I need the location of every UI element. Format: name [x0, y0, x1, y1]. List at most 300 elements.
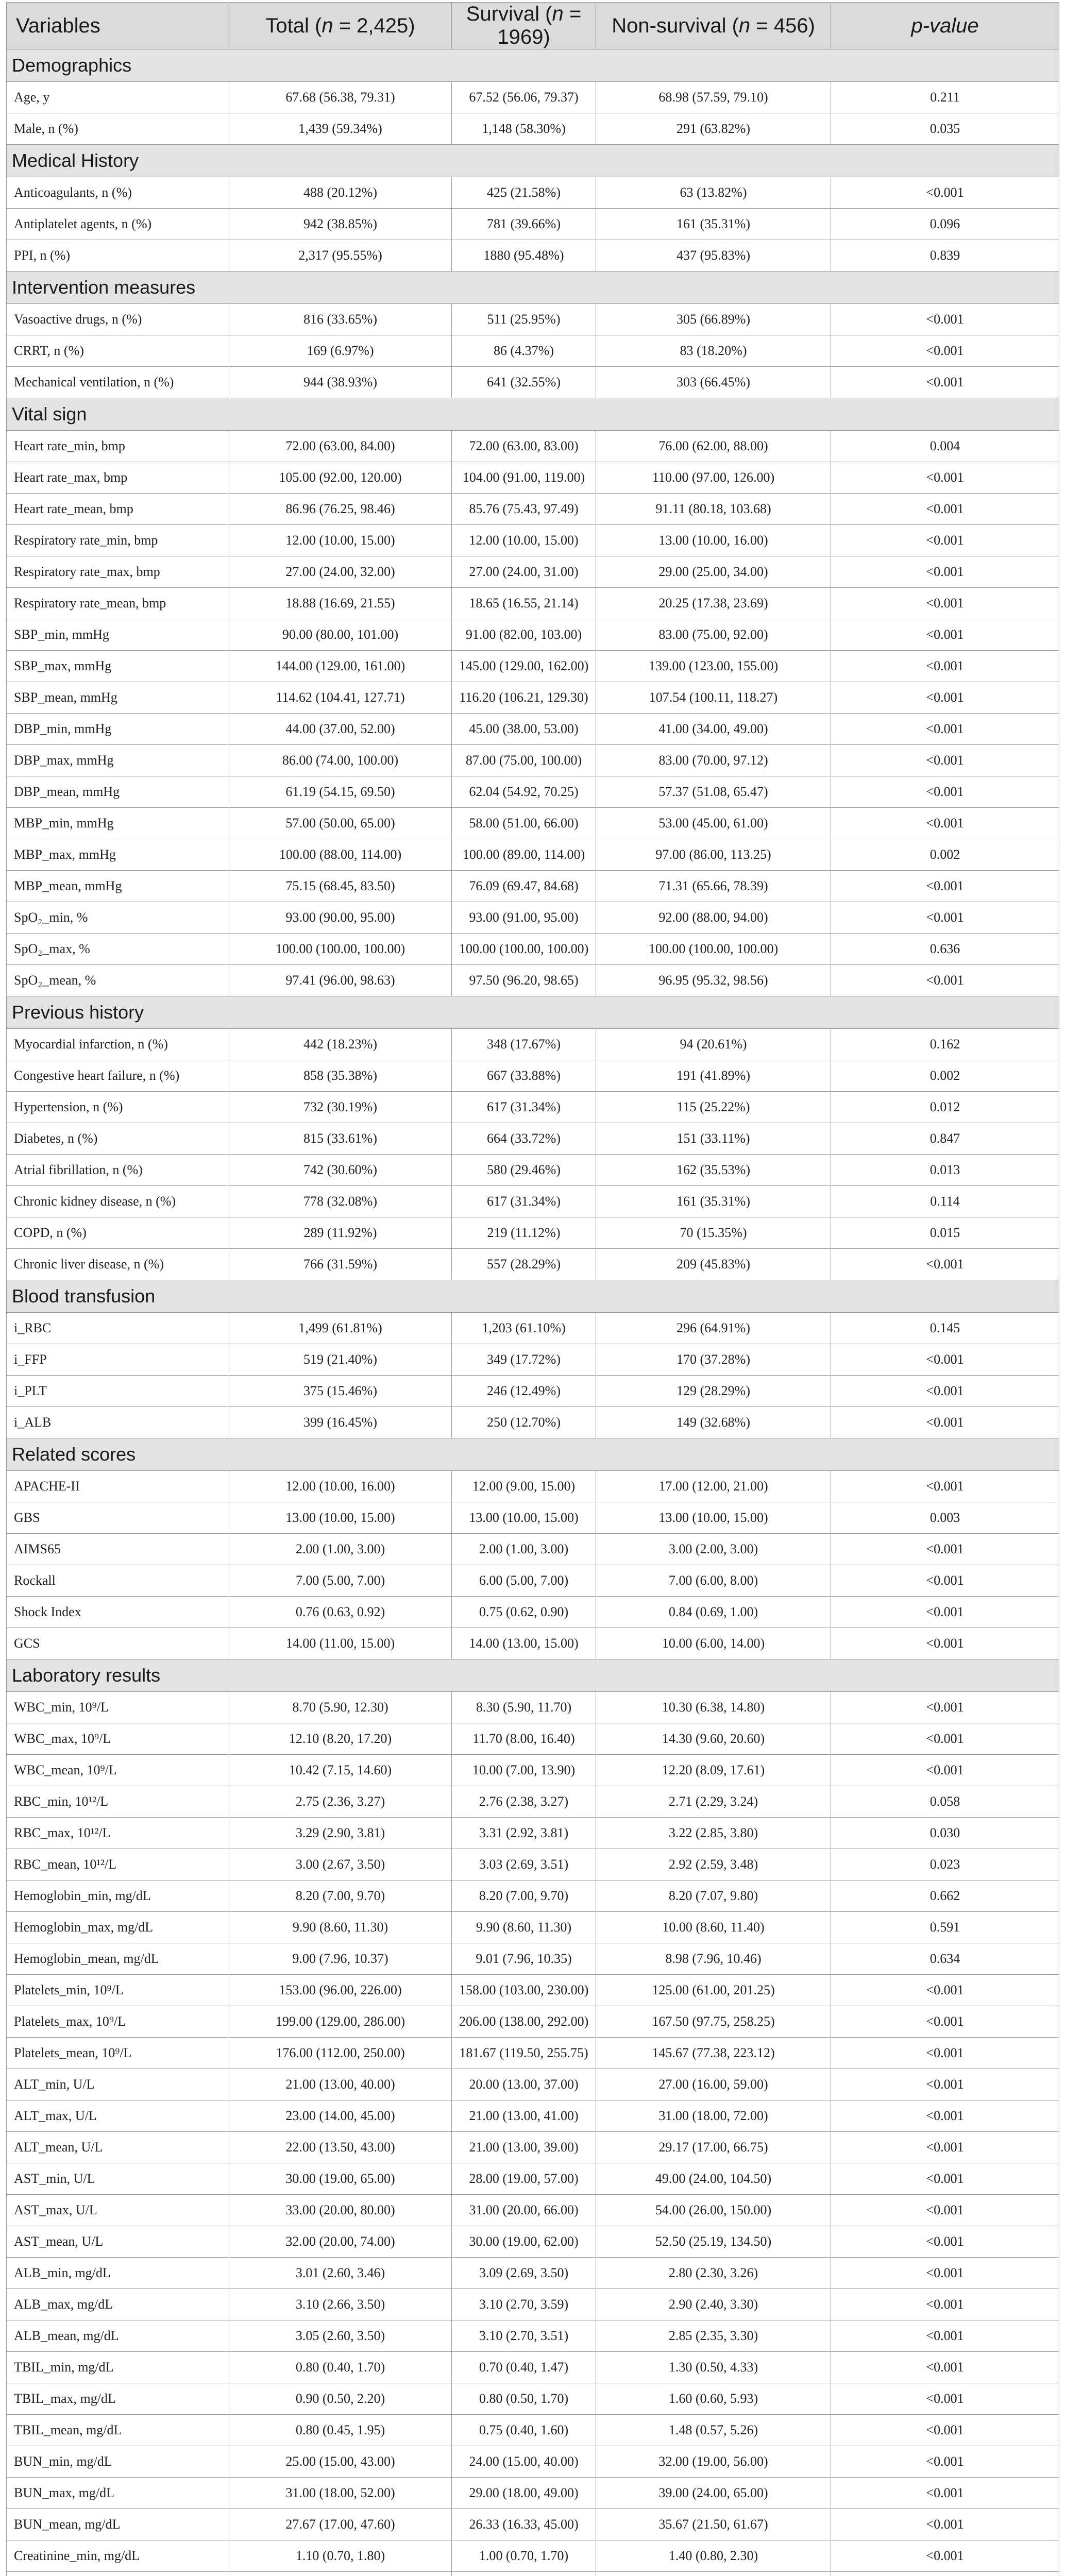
cell-variable: Chronic kidney disease, n (%)	[7, 1186, 229, 1217]
cell-total: 2.00 (1.00, 3.00)	[229, 1534, 452, 1565]
cell-total: 33.00 (20.00, 80.00)	[229, 2195, 452, 2226]
cell-variable: ALB_max, mg/dL	[7, 2289, 229, 2320]
cell-p-value: 0.023	[831, 1849, 1059, 1880]
header-total-suffix: = 2,425)	[333, 14, 415, 37]
cell-p-value: <0.001	[831, 1534, 1059, 1565]
cell-survival: 2.00 (1.00, 3.00)	[452, 1534, 596, 1565]
cell-survival: 93.00 (91.00, 95.00)	[452, 902, 596, 934]
cell-p-value: <0.001	[831, 2132, 1059, 2163]
cell-non-survival: 3.22 (2.85, 3.80)	[596, 1818, 831, 1849]
cell-survival: 18.65 (16.55, 21.14)	[452, 588, 596, 619]
cell-non-survival: 13.00 (10.00, 16.00)	[596, 525, 831, 556]
cell-p-value: <0.001	[831, 2383, 1059, 2415]
cell-variable: Male, n (%)	[7, 113, 229, 145]
cell-non-survival: 10.30 (6.38, 14.80)	[596, 1692, 831, 1723]
cell-total: 100.00 (88.00, 114.00)	[229, 839, 452, 871]
cell-total: 86.96 (76.25, 98.46)	[229, 494, 452, 525]
cell-variable: Heart rate_max, bmp	[7, 462, 229, 494]
cell-survival: 12.00 (10.00, 15.00)	[452, 525, 596, 556]
cell-survival: 1.00 (0.70, 1.70)	[452, 2540, 596, 2572]
cell-p-value: 0.002	[831, 1060, 1059, 1092]
cell-total: 488 (20.12%)	[229, 177, 452, 209]
cell-non-survival: 63 (13.82%)	[596, 177, 831, 209]
cell-total: 61.19 (54.15, 69.50)	[229, 776, 452, 808]
header-variables: Variables	[7, 3, 229, 49]
table-row	[7, 335, 1059, 367]
cell-total: 86.00 (74.00, 100.00)	[229, 745, 452, 776]
section-title: Demographics	[7, 49, 1059, 82]
cell-p-value: <0.001	[831, 525, 1059, 556]
table-row	[7, 431, 1059, 462]
cell-non-survival: 83 (18.20%)	[596, 335, 831, 367]
cell-variable: Respiratory rate_max, bmp	[7, 556, 229, 588]
cell-non-survival: 151 (33.11%)	[596, 1123, 831, 1155]
cell-non-survival: 209 (45.83%)	[596, 1249, 831, 1280]
cell-survival: 11.70 (8.00, 16.40)	[452, 1723, 596, 1755]
cell-p-value: <0.001	[831, 2509, 1059, 2540]
cell-survival: 580 (29.46%)	[452, 1155, 596, 1186]
cell-p-value: <0.001	[831, 902, 1059, 934]
cell-survival: 181.67 (119.50, 255.75)	[452, 2038, 596, 2069]
cell-p-value: <0.001	[831, 2006, 1059, 2038]
table-row	[7, 2572, 1059, 2576]
cell-non-survival: 145.67 (77.38, 223.12)	[596, 2038, 831, 2069]
cell-p-value: 0.634	[831, 1943, 1059, 1975]
cell-variable: CRRT, n (%)	[7, 335, 229, 367]
table-row	[7, 1597, 1059, 1628]
cell-variable: Vasoactive drugs, n (%)	[7, 304, 229, 335]
table-row	[7, 1755, 1059, 1786]
cell-survival: 20.00 (13.00, 37.00)	[452, 2069, 596, 2100]
cell-variable: Anticoagulants, n (%)	[7, 177, 229, 209]
cell-variable: WBC_mean, 10⁹/L	[7, 1755, 229, 1786]
cell-total: 12.00 (10.00, 16.00)	[229, 1471, 452, 1502]
cell-p-value: <0.001	[831, 462, 1059, 494]
cell-non-survival: 100.00 (100.00, 100.00)	[596, 934, 831, 965]
table-row	[7, 1376, 1059, 1407]
cell-non-survival: 91.11 (80.18, 103.68)	[596, 494, 831, 525]
cell-non-survival: 149 (32.68%)	[596, 1407, 831, 1438]
cell-p-value: 0.030	[831, 1818, 1059, 1849]
cell-variable: COPD, n (%)	[7, 1217, 229, 1249]
cell-variable: RBC_min, 10¹²/L	[7, 1786, 229, 1818]
cell-p-value: 0.035	[831, 113, 1059, 145]
section-header-row	[7, 1659, 1059, 1692]
cell-variable: Platelets_max, 10⁹/L	[7, 2006, 229, 2038]
table-row	[7, 1975, 1059, 2006]
cell-survival: 26.33 (16.33, 45.00)	[452, 2509, 596, 2540]
table-row	[7, 745, 1059, 776]
cell-survival: 0.70 (0.40, 1.47)	[452, 2352, 596, 2383]
cell-non-survival: 296 (64.91%)	[596, 1313, 831, 1344]
cell-p-value: <0.001	[831, 714, 1059, 745]
table-row	[7, 1534, 1059, 1565]
cell-variable: GCS	[7, 1628, 229, 1659]
cell-variable: AST_mean, U/L	[7, 2226, 229, 2258]
cell-variable: Antiplatelet agents, n (%)	[7, 209, 229, 240]
cell-total: 816 (33.65%)	[229, 304, 452, 335]
cell-variable: GBS	[7, 1502, 229, 1534]
table-row	[7, 965, 1059, 996]
cell-total: 1,439 (59.34%)	[229, 113, 452, 145]
cell-variable: AST_max, U/L	[7, 2195, 229, 2226]
cell-non-survival: 52.50 (25.19, 134.50)	[596, 2226, 831, 2258]
table-row	[7, 902, 1059, 934]
cell-survival: 85.76 (75.43, 97.49)	[452, 494, 596, 525]
cell-p-value: <0.001	[831, 2540, 1059, 2572]
cell-total: 13.00 (10.00, 15.00)	[229, 1502, 452, 1534]
cell-total: 778 (32.08%)	[229, 1186, 452, 1217]
cell-non-survival: 305 (66.89%)	[596, 304, 831, 335]
cell-p-value: <0.001	[831, 619, 1059, 651]
cell-survival: 8.30 (5.90, 11.70)	[452, 1692, 596, 1723]
cell-non-survival: 167.50 (97.75, 258.25)	[596, 2006, 831, 2038]
table-row	[7, 1943, 1059, 1975]
cell-p-value: <0.001	[831, 1975, 1059, 2006]
cell-total: 27.67 (17.00, 47.60)	[229, 2509, 452, 2540]
cell-survival: 87.00 (75.00, 100.00)	[452, 745, 596, 776]
cell-non-survival: 161 (35.31%)	[596, 1186, 831, 1217]
cell-survival: 246 (12.49%)	[452, 1376, 596, 1407]
cell-variable: WBC_max, 10⁹/L	[7, 1723, 229, 1755]
cell-variable: SBP_mean, mmHg	[7, 682, 229, 714]
cell-variable: ALB_mean, mg/dL	[7, 2320, 229, 2352]
cell-total: 25.00 (15.00, 43.00)	[229, 2446, 452, 2478]
cell-survival: 3.03 (2.69, 3.51)	[452, 1849, 596, 1880]
cell-survival: 511 (25.95%)	[452, 304, 596, 335]
table-row	[7, 871, 1059, 902]
cell-p-value: <0.001	[831, 2195, 1059, 2226]
table-row	[7, 2038, 1059, 2069]
cell-variable: SpO₂_mean, %	[7, 965, 229, 996]
cell-p-value: <0.001	[831, 177, 1059, 209]
cell-variable	[7, 2572, 229, 2576]
cell-non-survival: 1.40 (0.80, 2.30)	[596, 2540, 831, 2572]
table-row	[7, 2132, 1059, 2163]
cell-survival: 24.00 (15.00, 40.00)	[452, 2446, 596, 2478]
cell-survival: 3.09 (2.69, 3.50)	[452, 2258, 596, 2289]
table-row	[7, 619, 1059, 651]
cell-variable: Hypertension, n (%)	[7, 1092, 229, 1123]
cell-survival: 206.00 (138.00, 292.00)	[452, 2006, 596, 2038]
cell-non-survival: 2.80 (2.30, 3.26)	[596, 2258, 831, 2289]
cell-p-value: <0.001	[831, 1755, 1059, 1786]
cell-variable: Chronic liver disease, n (%)	[7, 1249, 229, 1280]
cell-survival: 86 (4.37%)	[452, 335, 596, 367]
cell-survival: 250 (12.70%)	[452, 1407, 596, 1438]
cell-non-survival: 437 (95.83%)	[596, 240, 831, 272]
table-row	[7, 1628, 1059, 1659]
cell-survival: 8.20 (7.00, 9.70)	[452, 1880, 596, 1912]
table-header-row	[7, 3, 1059, 49]
cell-non-survival	[596, 2572, 831, 2576]
section-title: Related scores	[7, 1438, 1059, 1471]
cell-total: 153.00 (96.00, 226.00)	[229, 1975, 452, 2006]
cell-non-survival: 107.54 (100.11, 118.27)	[596, 682, 831, 714]
cell-total: 9.00 (7.96, 10.37)	[229, 1943, 452, 1975]
table-row	[7, 1092, 1059, 1123]
cell-p-value: <0.001	[831, 2478, 1059, 2509]
cell-survival: 145.00 (129.00, 162.00)	[452, 651, 596, 682]
cell-total: 0.90 (0.50, 2.20)	[229, 2383, 452, 2415]
cell-total: 31.00 (18.00, 52.00)	[229, 2478, 452, 2509]
section-title: Previous history	[7, 996, 1059, 1029]
cell-non-survival: 0.84 (0.69, 1.00)	[596, 1597, 831, 1628]
cell-p-value: 0.839	[831, 240, 1059, 272]
cell-p-value: <0.001	[831, 1344, 1059, 1376]
cell-total: 105.00 (92.00, 120.00)	[229, 462, 452, 494]
cell-p-value: 0.636	[831, 934, 1059, 965]
cell-p-value: <0.001	[831, 2038, 1059, 2069]
cell-p-value: <0.001	[831, 367, 1059, 398]
section-title: Medical History	[7, 145, 1059, 177]
cell-variable: ALT_mean, U/L	[7, 2132, 229, 2163]
cell-non-survival: 2.85 (2.35, 3.30)	[596, 2320, 831, 2352]
cell-total: 399 (16.45%)	[229, 1407, 452, 1438]
table-body	[7, 49, 1059, 2576]
cell-total: 732 (30.19%)	[229, 1092, 452, 1123]
cell-variable: MBP_min, mmHg	[7, 808, 229, 839]
cell-variable: Mechanical ventilation, n (%)	[7, 367, 229, 398]
cell-p-value: <0.001	[831, 2415, 1059, 2446]
cell-total: 0.80 (0.45, 1.95)	[229, 2415, 452, 2446]
cell-variable: Age, y	[7, 82, 229, 113]
cell-survival: 2.76 (2.38, 3.27)	[452, 1786, 596, 1818]
cell-survival: 14.00 (13.00, 15.00)	[452, 1628, 596, 1659]
cell-survival: 0.75 (0.62, 0.90)	[452, 1597, 596, 1628]
cell-variable: ALT_max, U/L	[7, 2100, 229, 2132]
cell-total: 3.01 (2.60, 3.46)	[229, 2258, 452, 2289]
cell-variable: TBIL_max, mg/dL	[7, 2383, 229, 2415]
table-row	[7, 1123, 1059, 1155]
table-row	[7, 462, 1059, 494]
cell-non-survival: 7.00 (6.00, 8.00)	[596, 1565, 831, 1597]
cell-variable: Hemoglobin_min, mg/dL	[7, 1880, 229, 1912]
cell-p-value: <0.001	[831, 2446, 1059, 2478]
cell-survival: 67.52 (56.06, 79.37)	[452, 82, 596, 113]
cell-non-survival: 10.00 (6.00, 14.00)	[596, 1628, 831, 1659]
table-row	[7, 82, 1059, 113]
cell-total: 100.00 (100.00, 100.00)	[229, 934, 452, 965]
cell-survival: 425 (21.58%)	[452, 177, 596, 209]
cell-survival: 45.00 (38.00, 53.00)	[452, 714, 596, 745]
cell-non-survival: 57.37 (51.08, 65.47)	[596, 776, 831, 808]
cell-survival: 29.00 (18.00, 49.00)	[452, 2478, 596, 2509]
cell-variable: Congestive heart failure, n (%)	[7, 1060, 229, 1092]
table-row	[7, 209, 1059, 240]
cell-variable: i_ALB	[7, 1407, 229, 1438]
cell-total: 1,499 (61.81%)	[229, 1313, 452, 1344]
cell-p-value: <0.001	[831, 2069, 1059, 2100]
table-row	[7, 1880, 1059, 1912]
table-row	[7, 776, 1059, 808]
cell-survival: 31.00 (20.00, 66.00)	[452, 2195, 596, 2226]
cell-total: 75.15 (68.45, 83.50)	[229, 871, 452, 902]
header-p-value: p-value	[831, 3, 1059, 49]
cell-total: 3.00 (2.67, 3.50)	[229, 1849, 452, 1880]
table-row	[7, 2383, 1059, 2415]
cell-variable: Rockall	[7, 1565, 229, 1597]
cell-non-survival: 20.25 (17.38, 23.69)	[596, 588, 831, 619]
cell-p-value: 0.211	[831, 82, 1059, 113]
cell-p-value: 0.058	[831, 1786, 1059, 1818]
cell-p-value: <0.001	[831, 871, 1059, 902]
cell-total: 18.88 (16.69, 21.55)	[229, 588, 452, 619]
table-row	[7, 2163, 1059, 2195]
cell-total: 2.75 (2.36, 3.27)	[229, 1786, 452, 1818]
cell-non-survival: 68.98 (57.59, 79.10)	[596, 82, 831, 113]
table-row	[7, 240, 1059, 272]
cell-total: 72.00 (63.00, 84.00)	[229, 431, 452, 462]
cell-variable: Myocardial infarction, n (%)	[7, 1029, 229, 1060]
cell-variable: Platelets_mean, 10⁹/L	[7, 2038, 229, 2069]
cell-survival: 158.00 (103.00, 230.00)	[452, 1975, 596, 2006]
cell-total: 858 (35.38%)	[229, 1060, 452, 1092]
header-survival-n: n	[552, 3, 564, 25]
table-row	[7, 1723, 1059, 1755]
cell-variable: i_RBC	[7, 1313, 229, 1344]
cell-total: 169 (6.97%)	[229, 335, 452, 367]
cell-non-survival: 27.00 (16.00, 59.00)	[596, 2069, 831, 2100]
cell-survival: 3.10 (2.70, 3.59)	[452, 2289, 596, 2320]
section-title: Blood transfusion	[7, 1280, 1059, 1313]
cell-non-survival: 125.00 (61.00, 201.25)	[596, 1975, 831, 2006]
table-row	[7, 1407, 1059, 1438]
header-total-n: n	[322, 14, 333, 37]
cell-non-survival: 29.00 (25.00, 34.00)	[596, 556, 831, 588]
table-row	[7, 2352, 1059, 2383]
cell-variable: SBP_max, mmHg	[7, 651, 229, 682]
cell-survival: 97.50 (96.20, 98.65)	[452, 965, 596, 996]
cell-total: 23.00 (14.00, 45.00)	[229, 2100, 452, 2132]
table-row	[7, 1502, 1059, 1534]
cell-total: 0.80 (0.40, 1.70)	[229, 2352, 452, 2383]
cell-variable: RBC_mean, 10¹²/L	[7, 1849, 229, 1880]
cell-variable: Atrial fibrillation, n (%)	[7, 1155, 229, 1186]
header-non-survival	[596, 3, 831, 49]
section-title: Laboratory results	[7, 1659, 1059, 1692]
header-nonsurvival-n: n	[738, 14, 751, 37]
cell-variable: i_PLT	[7, 1376, 229, 1407]
table-row	[7, 1471, 1059, 1502]
cell-non-survival: 83.00 (75.00, 92.00)	[596, 619, 831, 651]
cell-total: 0.76 (0.63, 0.92)	[229, 1597, 452, 1628]
cell-non-survival: 54.00 (26.00, 150.00)	[596, 2195, 831, 2226]
cell-p-value: <0.001	[831, 2226, 1059, 2258]
cell-survival: 21.00 (13.00, 39.00)	[452, 2132, 596, 2163]
cell-total: 3.29 (2.90, 3.81)	[229, 1818, 452, 1849]
cell-variable: AIMS65	[7, 1534, 229, 1565]
cell-survival: 219 (11.12%)	[452, 1217, 596, 1249]
cell-total: 44.00 (37.00, 52.00)	[229, 714, 452, 745]
table-row	[7, 2446, 1059, 2478]
cell-non-survival: 8.20 (7.07, 9.80)	[596, 1880, 831, 1912]
table-row	[7, 1692, 1059, 1723]
table-row	[7, 2509, 1059, 2540]
table-row	[7, 682, 1059, 714]
cell-p-value: 0.145	[831, 1313, 1059, 1344]
cell-total: 766 (31.59%)	[229, 1249, 452, 1280]
table-row	[7, 1186, 1059, 1217]
cell-variable: Platelets_min, 10⁹/L	[7, 1975, 229, 2006]
cell-survival: 30.00 (19.00, 62.00)	[452, 2226, 596, 2258]
cell-non-survival: 70 (15.35%)	[596, 1217, 831, 1249]
cell-non-survival: 1.60 (0.60, 5.93)	[596, 2383, 831, 2415]
cell-survival: 9.90 (8.60, 11.30)	[452, 1912, 596, 1943]
table-row	[7, 2195, 1059, 2226]
cell-total: 8.20 (7.00, 9.70)	[229, 1880, 452, 1912]
cell-variable: Respiratory rate_mean, bmp	[7, 588, 229, 619]
cell-non-survival: 139.00 (123.00, 155.00)	[596, 651, 831, 682]
cell-p-value: <0.001	[831, 1597, 1059, 1628]
cell-survival: 58.00 (51.00, 66.00)	[452, 808, 596, 839]
cell-variable: Hemoglobin_max, mg/dL	[7, 1912, 229, 1943]
section-header-row	[7, 996, 1059, 1029]
cell-total: 90.00 (80.00, 101.00)	[229, 619, 452, 651]
cell-variable: ALB_min, mg/dL	[7, 2258, 229, 2289]
cell-variable: i_FFP	[7, 1344, 229, 1376]
header-total-prefix: Total (	[265, 14, 322, 37]
cell-survival: 0.75 (0.40, 1.60)	[452, 2415, 596, 2446]
cell-p-value: <0.001	[831, 335, 1059, 367]
cell-non-survival: 92.00 (88.00, 94.00)	[596, 902, 831, 934]
table-row	[7, 934, 1059, 965]
table-row	[7, 808, 1059, 839]
table-row	[7, 113, 1059, 145]
cell-total: 30.00 (19.00, 65.00)	[229, 2163, 452, 2195]
cell-non-survival: 96.95 (95.32, 98.56)	[596, 965, 831, 996]
table-row	[7, 2540, 1059, 2572]
cell-variable: Heart rate_min, bmp	[7, 431, 229, 462]
cell-non-survival: 1.48 (0.57, 5.26)	[596, 2415, 831, 2446]
section-header-row	[7, 398, 1059, 431]
cell-non-survival: 97.00 (86.00, 113.25)	[596, 839, 831, 871]
table-row	[7, 1249, 1059, 1280]
cell-p-value: <0.001	[831, 1376, 1059, 1407]
cell-p-value: 0.114	[831, 1186, 1059, 1217]
cell-survival: 76.09 (69.47, 84.68)	[452, 871, 596, 902]
cell-p-value	[831, 2572, 1059, 2576]
cell-non-survival: 303 (66.45%)	[596, 367, 831, 398]
cell-survival	[452, 2572, 596, 2576]
cell-total: 10.42 (7.15, 14.60)	[229, 1755, 452, 1786]
cell-p-value: 0.096	[831, 209, 1059, 240]
cell-variable: DBP_max, mmHg	[7, 745, 229, 776]
cell-variable: DBP_min, mmHg	[7, 714, 229, 745]
cell-total: 375 (15.46%)	[229, 1376, 452, 1407]
cell-non-survival: 17.00 (12.00, 21.00)	[596, 1471, 831, 1502]
cell-survival: 0.80 (0.50, 1.70)	[452, 2383, 596, 2415]
cell-non-survival: 161 (35.31%)	[596, 209, 831, 240]
cell-survival: 3.31 (2.92, 3.81)	[452, 1818, 596, 1849]
cell-survival: 9.01 (7.96, 10.35)	[452, 1943, 596, 1975]
cell-non-survival: 10.00 (8.60, 11.40)	[596, 1912, 831, 1943]
cell-non-survival: 13.00 (10.00, 15.00)	[596, 1502, 831, 1534]
cell-total: 199.00 (129.00, 286.00)	[229, 2006, 452, 2038]
table-row	[7, 1217, 1059, 1249]
cell-survival: 12.00 (9.00, 15.00)	[452, 1471, 596, 1502]
table-row	[7, 1849, 1059, 1880]
cell-total: 67.68 (56.38, 79.31)	[229, 82, 452, 113]
cell-non-survival: 110.00 (97.00, 126.00)	[596, 462, 831, 494]
cell-p-value: 0.004	[831, 431, 1059, 462]
cell-survival: 1880 (95.48%)	[452, 240, 596, 272]
table-row	[7, 1344, 1059, 1376]
cell-non-survival: 14.30 (9.60, 20.60)	[596, 1723, 831, 1755]
section-title: Intervention measures	[7, 272, 1059, 304]
cell-total: 8.70 (5.90, 12.30)	[229, 1692, 452, 1723]
header-survival	[452, 3, 596, 49]
